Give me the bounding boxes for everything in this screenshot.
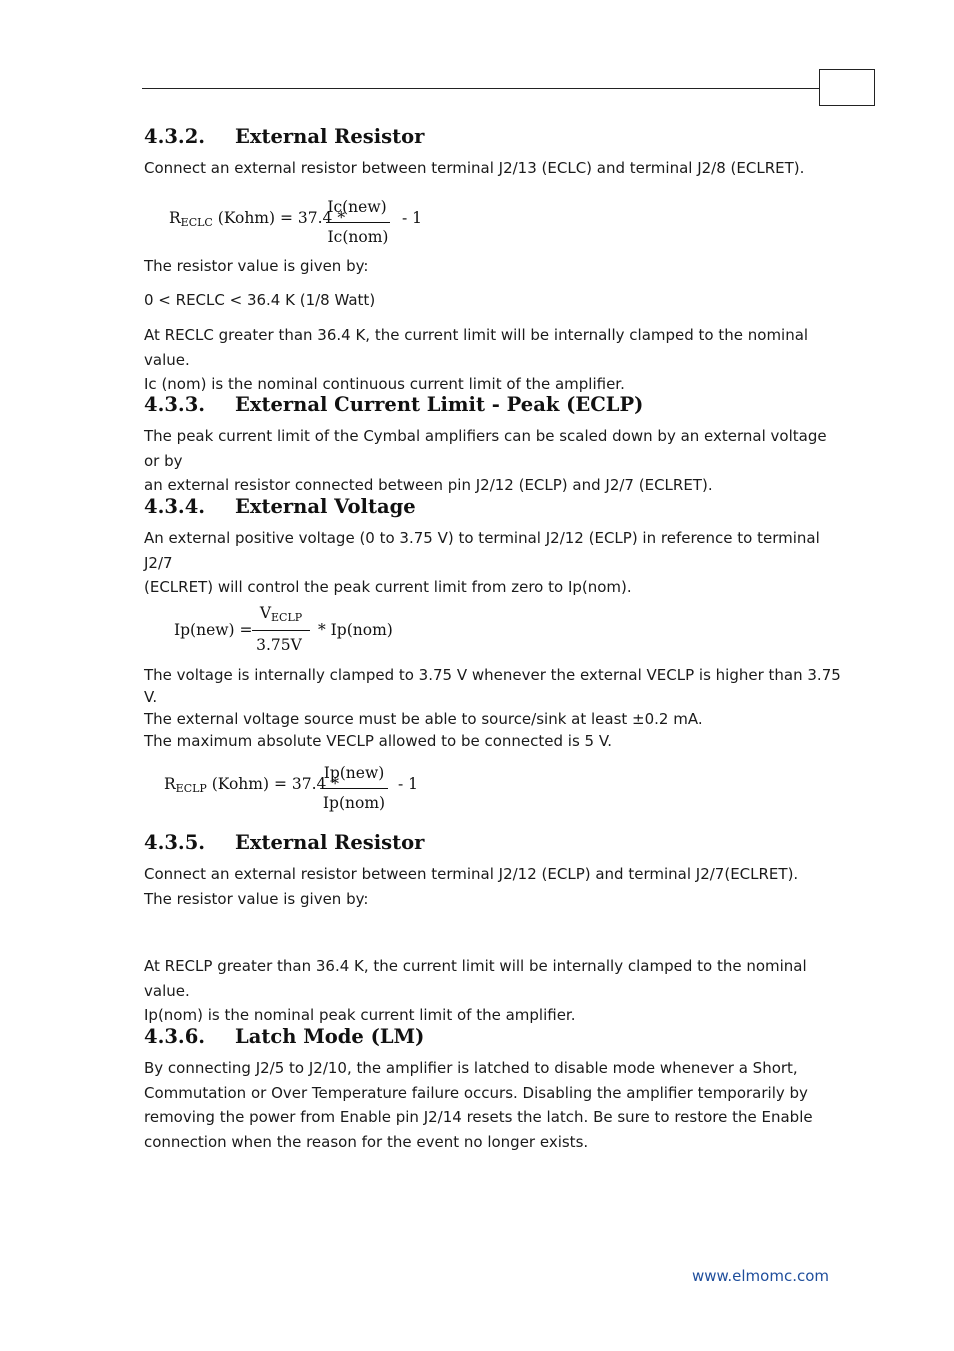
section-heading-4-3-4: 4.3.4. External Voltage [144,495,416,518]
paragraph: By connecting J2/5 to J2/10, the amplifier is latched to disable mode whenever a Short, Commutation or Over Temperature failure occurs. Disabling the amplifier temporarily by removing the power from Enable pin J2/14 resets the latch. Be sure to restore the Enable connection when the reason for the event no longer exists. [144,1059,813,1151]
paragraph: The resistor value is given by: [144,257,369,275]
section-heading-4-3-6: 4.3.6. Latch Mode (LM) [144,1025,425,1048]
paragraph: Connect an external resistor between terminal J2/12 (ECLP) and terminal J2/7(ECLRET). The resistor value is given by: [144,865,799,908]
paragraph: At RECLC greater than 36.4 K, the current limit will be internally clamped to the nominal value. Ic (nom) is the nominal continuous current limit of the amplifier. [144,326,809,393]
paragraph: At RECLP greater than 36.4 K, the current limit will be internally clamped to the nominal value. Ip(nom) is the nominal peak current limit of the amplifier. [144,957,807,1024]
paragraph: Connect an external resistor between terminal J2/13 (ECLC) and terminal J2/8 (ECLRET). [144,159,805,177]
section-heading-4-3-5: 4.3.5. External Resistor [144,831,425,854]
paragraph: The voltage is internally clamped to 3.75 V whenever the external VECLP is higher than 3.75 V. The external voltage source must be able to source/sink at least ±0.2 mA. The maximum absolute VECLP allowed to be connected is 5 V. [144,666,841,750]
section-heading-4-3-3: 4.3.3. External Current Limit - Peak (ECLP) [144,393,644,416]
header-rule [142,88,820,89]
section-heading-4-3-2: 4.3.2. External Resistor [144,125,425,148]
paragraph: 0 < RECLC < 36.4 K (1/8 Watt) [144,291,376,309]
page-number-box [819,69,875,106]
paragraph: An external positive voltage (0 to 3.75 V) to terminal J2/12 (ECLP) in reference to terminal J2/7 (ECLRET) will control the peak current limit from zero to Ip(nom). [144,529,820,596]
footer-website-link[interactable]: www.elmomc.com [691,1267,829,1285]
paragraph: The peak current limit of the Cymbal amplifiers can be scaled down by an external voltage or by an external resistor connected between pin J2/12 (ECLP) and J2/7 (ECLRET). [144,427,827,494]
